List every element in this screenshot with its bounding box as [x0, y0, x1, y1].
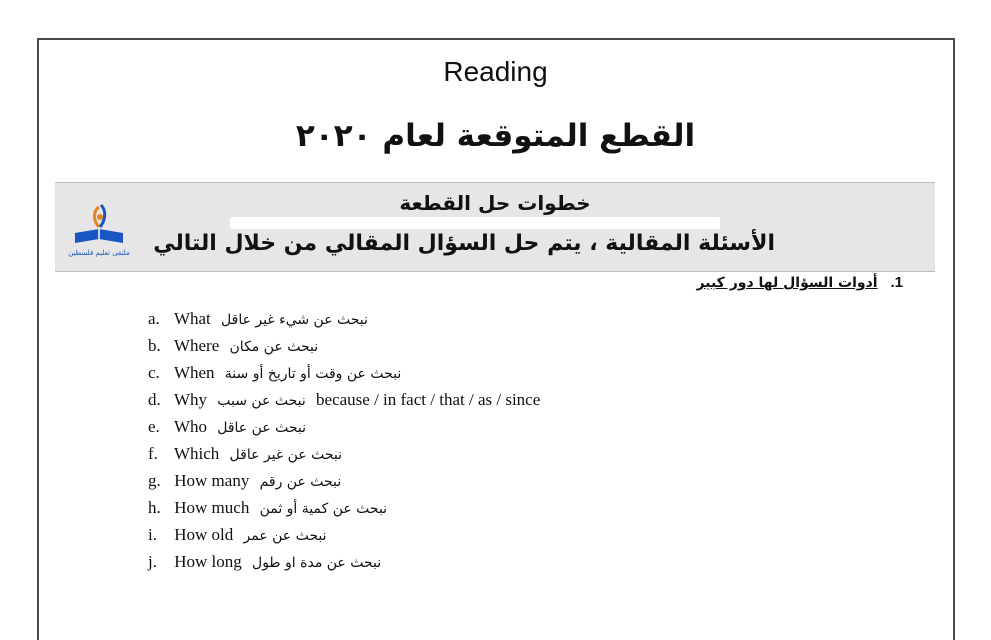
item-arabic: نبحث عن رقم	[259, 474, 342, 490]
section-heading-text: أدوات السؤال لها دور كبير	[696, 275, 878, 291]
list-item	[148, 467, 540, 494]
steps-banner	[55, 182, 935, 272]
page-title: Reading	[443, 56, 548, 87]
item-english: When	[173, 363, 215, 382]
item-arabic: نبحث عن غير عاقل	[229, 447, 342, 463]
banner-heading: خطوات حل القطعة	[399, 191, 591, 215]
item-letter: f.	[148, 444, 158, 463]
list-item	[148, 494, 540, 521]
item-letter: j.	[148, 552, 157, 571]
page-subtitle: القطع المتوقعة لعام ٢٠٢٠	[295, 118, 696, 154]
item-letter: g.	[148, 471, 161, 490]
item-arabic: نبحث عن مدة او طول	[252, 555, 382, 571]
item-english-extra: because / in fact / that / as / since	[316, 390, 541, 409]
item-english: How long	[174, 552, 242, 571]
list-item	[148, 332, 540, 359]
logo-caption: ملتقى تعليم فلسطين	[68, 249, 130, 257]
redaction-mask	[230, 217, 720, 229]
item-letter: e.	[148, 417, 160, 436]
item-arabic: نبحث عن سبب	[217, 393, 306, 409]
item-english: How many	[174, 471, 250, 490]
item-arabic: نبحث عن شيء غير عاقل	[221, 312, 368, 328]
list-item	[148, 386, 540, 413]
item-english: Who	[173, 417, 207, 436]
question-words-list	[148, 305, 540, 575]
item-letter: d.	[148, 390, 161, 409]
item-letter: c.	[148, 363, 160, 382]
banner-instruction: الأسئلة المقالية ، يتم حل السؤال المقالي من خلال التالي	[153, 231, 775, 256]
item-letter: i.	[148, 525, 157, 544]
item-arabic: نبحث عن مكان	[229, 339, 319, 355]
item-arabic: نبحث عن عمر	[243, 528, 327, 544]
item-english: How old	[174, 525, 234, 544]
item-letter: b.	[148, 336, 161, 355]
item-english: Why	[173, 390, 207, 409]
item-letter: h.	[148, 498, 161, 517]
item-english: Where	[173, 336, 220, 355]
list-item	[148, 440, 540, 467]
list-item	[148, 413, 540, 440]
item-letter: a.	[148, 309, 160, 328]
list-item	[148, 521, 540, 548]
item-arabic: نبحث عن عاقل	[217, 420, 306, 436]
section-heading	[697, 274, 903, 291]
section-number: 1.	[890, 274, 903, 291]
item-english: Which	[173, 444, 220, 463]
item-english: How much	[174, 498, 250, 517]
item-arabic: نبحث عن كمية أو ثمن	[259, 501, 388, 517]
item-arabic: نبحث عن وقت أو تاريخ أو سنة	[224, 366, 402, 382]
list-item	[148, 305, 540, 332]
item-english: What	[173, 309, 211, 328]
list-item	[148, 359, 540, 386]
list-item	[148, 548, 540, 575]
